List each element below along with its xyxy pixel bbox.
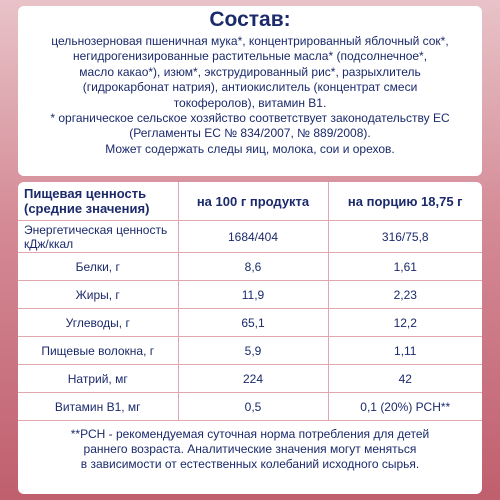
cell-per-portion: 1,61: [328, 253, 482, 281]
header-nutritional-value-line1: Пищевая ценность: [24, 186, 147, 201]
table-header-row: [18, 182, 482, 221]
table-row: [18, 221, 482, 253]
table-row: [18, 281, 482, 309]
row-label-energy-line2: кДж/ккал: [24, 236, 74, 251]
cell-per-portion: 42: [328, 365, 482, 393]
header-per-100g: на 100 г продукта: [178, 182, 328, 221]
cell-per-portion: 0,1 (20%) РСН**: [328, 393, 482, 421]
cell-per100: 8,6: [178, 253, 328, 281]
table-row: [18, 253, 482, 281]
nutrition-table: [18, 182, 482, 421]
row-label: Белки, г: [18, 253, 178, 281]
composition-title: Состав:: [209, 8, 291, 31]
cell-per100: 224: [178, 365, 328, 393]
row-label: Жиры, г: [18, 281, 178, 309]
cell-per100: 1684/404: [178, 221, 328, 253]
cell-per100: 5,9: [178, 337, 328, 365]
table-row: [18, 365, 482, 393]
header-nutritional-value-line2: (средние значения): [24, 201, 150, 216]
composition-panel: [18, 6, 482, 176]
cell-per-portion: 2,23: [328, 281, 482, 309]
table-row: [18, 309, 482, 337]
row-label: Углеводы, г: [18, 309, 178, 337]
row-label: Витамин В1, мг: [18, 393, 178, 421]
table-row: [18, 393, 482, 421]
cell-per-portion: 1,11: [328, 337, 482, 365]
row-label: Натрий, мг: [18, 365, 178, 393]
nutrition-panel: [18, 182, 482, 494]
row-label-energy: [18, 221, 178, 253]
cell-per100: 0,5: [178, 393, 328, 421]
cell-per-portion: 12,2: [328, 309, 482, 337]
header-per-portion: на порцию 18,75 г: [328, 182, 482, 221]
row-label-energy-line1: Энергетическая ценность: [24, 222, 168, 237]
footnote-text: **РСН - рекомендуемая суточная норма потребления для детей раннего возраста. Аналитические значения могут меняться в зависимости от естественных колебаний исходного сырья.: [70, 427, 430, 471]
cell-per100: 11,9: [178, 281, 328, 309]
composition-text: цельнозерновая пшеничная мука*, концентрированный яблочный сок*, негидрогенизированные растительные масла* (подсолнечное*, масло какао*), изюм*, экструдированный рис*, разрыхлитель (гидрокарбонат натрия), антиокислитель (концентрат смеси токоферолов), витамин В1. * органическое сельское хозяйство соответствует законодательству ЕС (Регламенты ЕС № 834/2007, № 889/2008). Может содержать следы яиц, молока, сои и орехов.: [50, 34, 450, 156]
header-nutritional-value: [18, 182, 178, 221]
cell-per100: 65,1: [178, 309, 328, 337]
row-label: Пищевые волокна, г: [18, 337, 178, 365]
cell-per-portion: 316/75,8: [328, 221, 482, 253]
table-row: [18, 337, 482, 365]
